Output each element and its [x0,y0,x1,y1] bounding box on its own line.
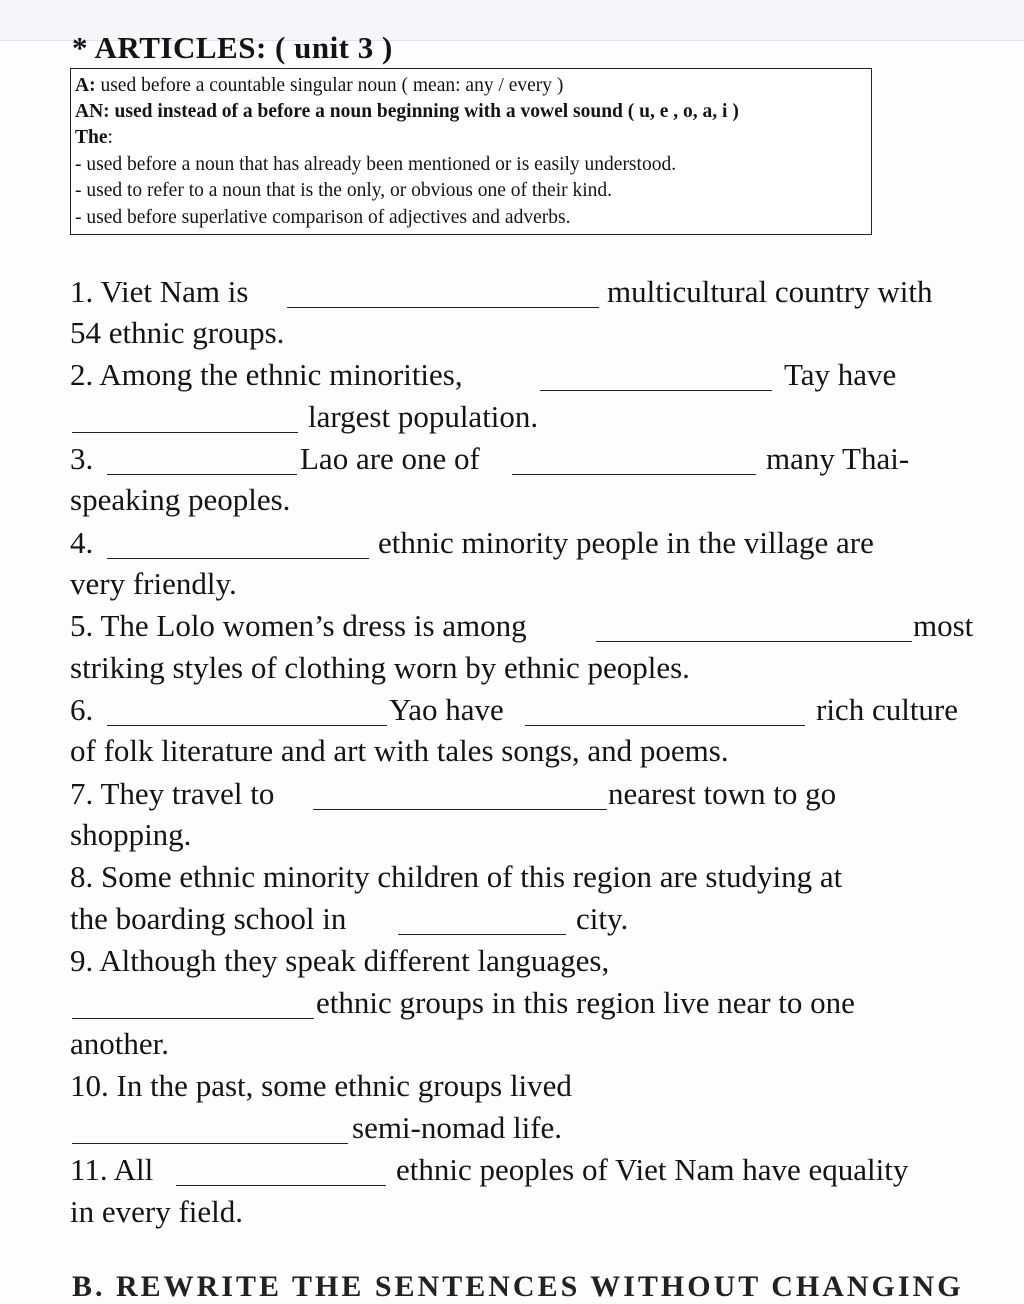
exercise-list: 1. Viet Nam is multicultural country with 54 ethnic groups. 2. Among the ethnic minorities, Tay have largest population. 3. Lao are one of many Thai- speaking peoples. 4. ethnic minority people in the village are very friendly. 5. The Lolo women’s dress is among most striking styles of clothing worn by ethnic peoples. 6. Yao have rich culture of folk literature and art with tales songs, and poems. 7. They travel to nearest town to go shopping. 8. Some ethnic minority children of this region are studying at the boarding school in city. 9. Although they speak different languages, ethnic groups in this region live near to one another. 10. In the past, some ethnic groups lived semi-nomad life. 11. All ethnic peoples of Viet Nam have equality in every field. [70,274,974,1229]
answer-blank[interactable] [72,1018,314,1019]
rule-the-label: The: [75,127,113,148]
section-heading: * ARTICLES: ( unit 3 ) [72,30,393,65]
next-section-heading-cutoff: B. REWRITE THE SENTENCES WITHOUT CHANGING [72,1270,964,1303]
rule-the-item-1: - used before a noun that has already been mentioned or is easily understood. [75,154,677,175]
answer-blank[interactable] [525,725,805,726]
rule-an: AN: used instead of a before a noun beginning with a vowel sound ( u, e , o, a, i ) [75,101,739,122]
answer-blank[interactable] [72,432,298,433]
answer-blank[interactable] [107,558,369,559]
answer-blank[interactable] [176,1185,386,1186]
answer-blank[interactable] [398,934,566,935]
rule-a-text: used before a countable singular noun ( mean: any / every ) [95,75,564,96]
rule-the-item-3: - used before superlative comparison of adjectives and adverbs. [75,207,571,228]
answer-blank[interactable] [287,307,599,308]
rule-a-label: A: [75,75,96,96]
answer-blank[interactable] [72,1143,348,1144]
answer-blank[interactable] [107,725,387,726]
answer-blank[interactable] [596,641,912,642]
answer-blank[interactable] [512,474,756,475]
answer-blank[interactable] [107,474,297,475]
rule-the-item-2: - used to refer to a noun that is the only, or obvious one of their kind. [75,180,613,201]
answer-blank[interactable] [313,809,607,810]
answer-blank[interactable] [540,390,772,391]
